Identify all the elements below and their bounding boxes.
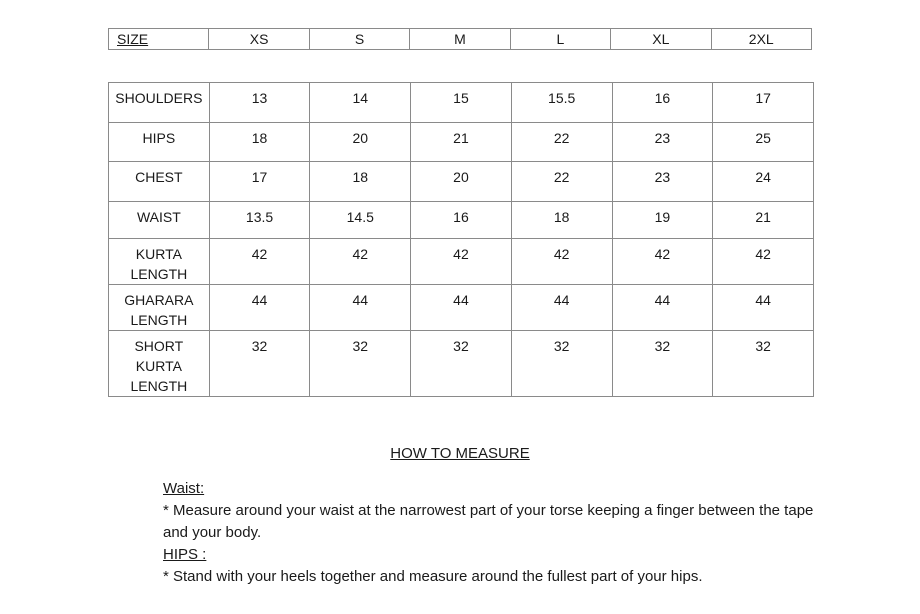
size-cell-m: M — [410, 29, 510, 50]
size-cell-xl: XL — [611, 29, 711, 50]
size-cell-xs: XS — [209, 29, 309, 50]
table-cell: 32 — [713, 331, 814, 397]
row-label: KURTA LENGTH — [109, 239, 210, 285]
table-cell: 24 — [713, 162, 814, 202]
table-cell: 32 — [411, 331, 512, 397]
row-label: CHEST — [109, 162, 210, 202]
table-cell: 17 — [209, 162, 310, 202]
table-row — [109, 285, 814, 331]
row-label: GHARARA LENGTH — [109, 285, 210, 331]
size-header-table — [108, 28, 812, 50]
table-cell: 42 — [411, 239, 512, 285]
table-row — [109, 123, 814, 162]
table-cell: 25 — [713, 123, 814, 162]
table-cell: 18 — [310, 162, 411, 202]
table-cell: 21 — [713, 202, 814, 239]
table-cell: 42 — [511, 239, 612, 285]
table-cell: 15.5 — [511, 83, 612, 123]
table-cell: 32 — [310, 331, 411, 397]
row-label: SHORT KURTA LENGTH — [109, 331, 210, 397]
table-cell: 44 — [612, 285, 713, 331]
table-cell: 18 — [209, 123, 310, 162]
table-cell: 13 — [209, 83, 310, 123]
size-cell-2xl: 2XL — [711, 29, 811, 50]
table-cell: 32 — [612, 331, 713, 397]
table-cell: 16 — [411, 202, 512, 239]
table-cell: 42 — [209, 239, 310, 285]
table-cell: 23 — [612, 123, 713, 162]
table-row — [109, 331, 814, 397]
table-row — [109, 202, 814, 239]
table-cell: 13.5 — [209, 202, 310, 239]
table-cell: 44 — [209, 285, 310, 331]
row-label: SHOULDERS — [109, 83, 210, 123]
table-cell: 22 — [511, 162, 612, 202]
size-label: SIZE — [117, 31, 149, 47]
hips-instruction: * Stand with your heels together and measure around the fullest part of your hips. — [163, 568, 703, 585]
table-row — [109, 162, 814, 202]
table-cell: 14.5 — [310, 202, 411, 239]
table-cell: 20 — [411, 162, 512, 202]
measure-guide — [163, 478, 823, 588]
table-cell: 44 — [511, 285, 612, 331]
table-cell: 44 — [310, 285, 411, 331]
size-cell-l: L — [510, 29, 610, 50]
table-row — [109, 83, 814, 123]
waist-instruction: * Measure around your waist at the narrowest part of your torse keeping a finger between the tape and your body. — [163, 502, 814, 541]
table-cell: 23 — [612, 162, 713, 202]
table-cell: 44 — [713, 285, 814, 331]
table-cell: 44 — [411, 285, 512, 331]
table-cell: 32 — [511, 331, 612, 397]
table-cell: 42 — [612, 239, 713, 285]
table-cell: 22 — [511, 123, 612, 162]
table-cell: 20 — [310, 123, 411, 162]
table-cell: 42 — [310, 239, 411, 285]
row-label: HIPS — [109, 123, 210, 162]
row-label: WAIST — [109, 202, 210, 239]
table-cell: 14 — [310, 83, 411, 123]
how-to-measure-title: HOW TO MEASURE — [390, 445, 530, 462]
table-cell: 18 — [511, 202, 612, 239]
table-cell: 16 — [612, 83, 713, 123]
waist-heading: Waist: — [163, 480, 205, 497]
table-cell: 42 — [713, 239, 814, 285]
table-cell: 19 — [612, 202, 713, 239]
table-row — [109, 239, 814, 285]
measurement-table — [108, 82, 814, 397]
table-cell: 17 — [713, 83, 814, 123]
size-label-cell — [109, 29, 209, 50]
size-header-row — [109, 29, 812, 50]
size-cell-s: S — [309, 29, 409, 50]
hips-heading: HIPS : — [163, 546, 207, 563]
table-cell: 32 — [209, 331, 310, 397]
table-cell: 21 — [411, 123, 512, 162]
table-cell: 15 — [411, 83, 512, 123]
